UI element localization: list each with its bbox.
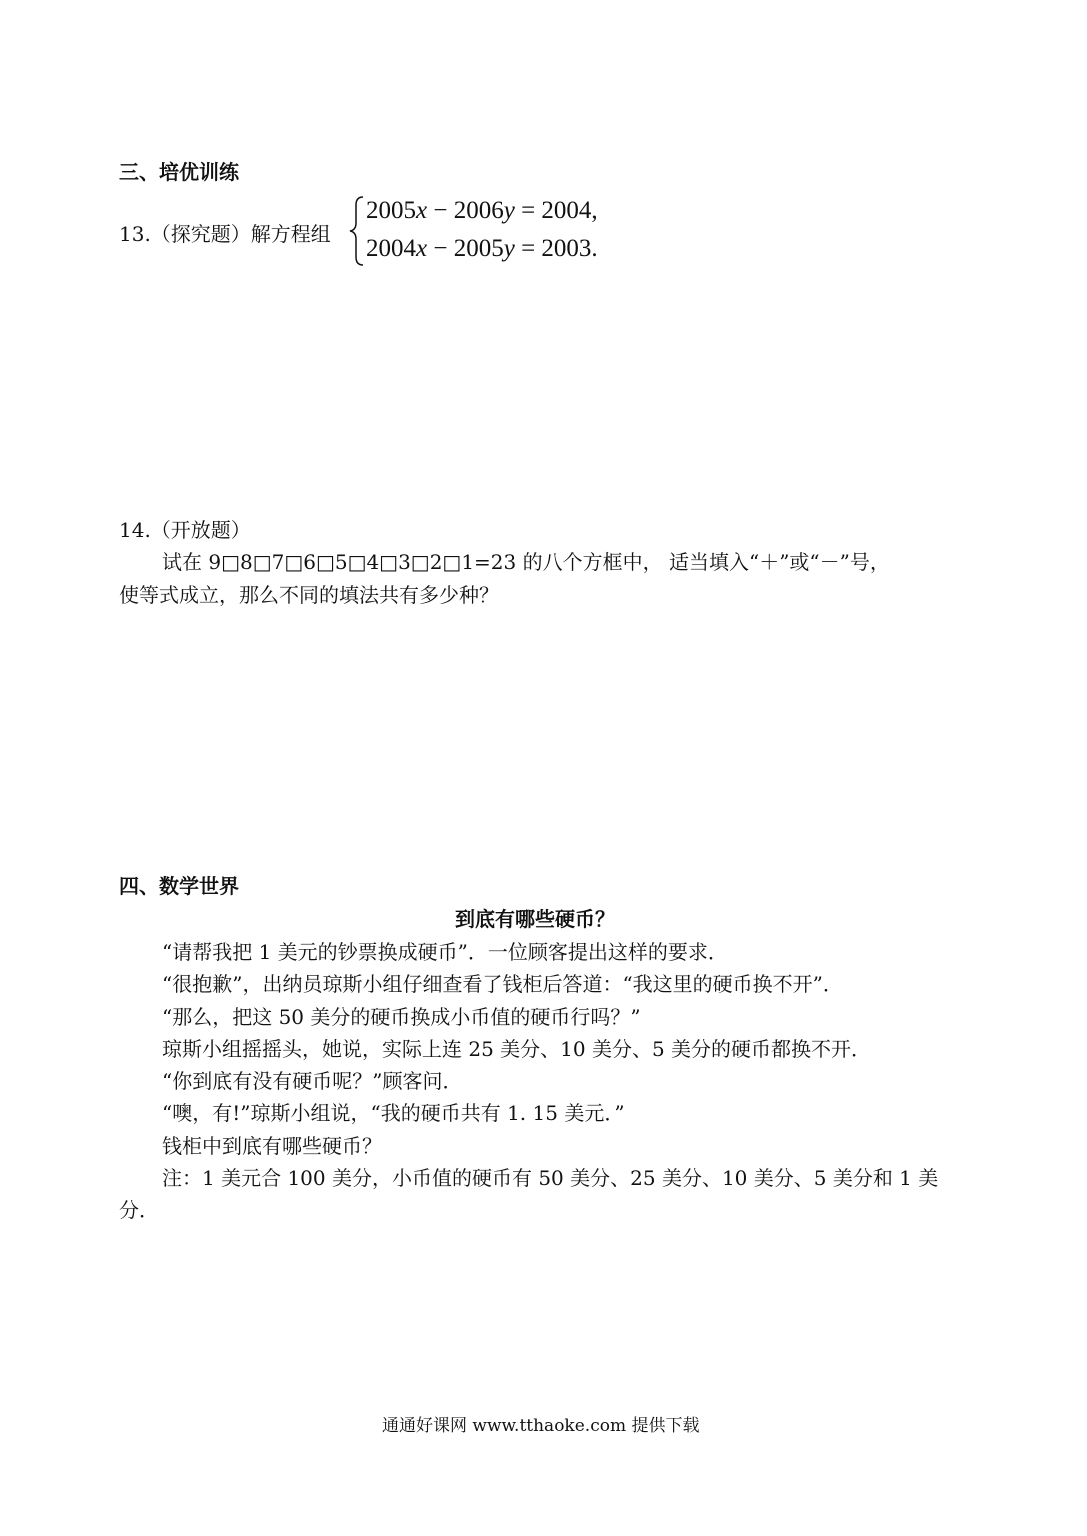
- story-paragraph: “很抱歉”，出纳员琼斯小组仔细查看了钱柜后答道：“我这里的硬币换不开”．: [162, 972, 843, 996]
- question-14-text-line-2: 使等式成立，那么不同的填法共有多少种？: [119, 583, 499, 607]
- equation-1: 2005x − 2006y = 2004,: [366, 197, 598, 224]
- question-13-label: 13.（探究题）解方程组: [119, 222, 331, 246]
- story-paragraph: “噢，有!”琼斯小组说，“我的硬币共有 1. 15 美元．”: [162, 1101, 625, 1125]
- section-heading-4: 四、数学世界: [119, 874, 239, 898]
- question-14-text-line-1: 试在 9□8□7□6□5□4□3□2□1=23 的八个方框中， 适当填入“＋”或“－”号，: [162, 550, 890, 574]
- page-footer: 通通好课网 www.tthaoke.com 提供下载: [382, 1416, 700, 1436]
- story-title: 到底有哪些硬币？: [455, 907, 615, 931]
- story-note-line-1: 注：1 美元合 100 美分，小币值的硬币有 50 美分、25 美分、10 美分、5 美分和 1 美: [162, 1166, 939, 1190]
- story-question: 钱柜中到底有哪些硬币？: [162, 1134, 382, 1158]
- question-14-label: 14.（开放题）: [119, 518, 251, 542]
- story-note-line-2: 分．: [119, 1198, 159, 1222]
- story-paragraph: “你到底有没有硬币呢？”顾客问．: [162, 1069, 463, 1093]
- system-brace: [347, 195, 367, 267]
- story-paragraph: 琼斯小组摇摇头，她说，实际上连 25 美分、10 美分、5 美分的硬币都换不开．: [162, 1037, 872, 1061]
- equation-2: 2004x − 2005y = 2003.: [366, 235, 598, 262]
- story-paragraph: “那么，把这 50 美分的硬币换成小币值的硬币行吗？”: [162, 1005, 641, 1029]
- section-heading-3: 三、培优训练: [119, 160, 239, 184]
- story-paragraph: “请帮我把 1 美元的钞票换成硬币”．一位顾客提出这样的要求．: [162, 940, 728, 964]
